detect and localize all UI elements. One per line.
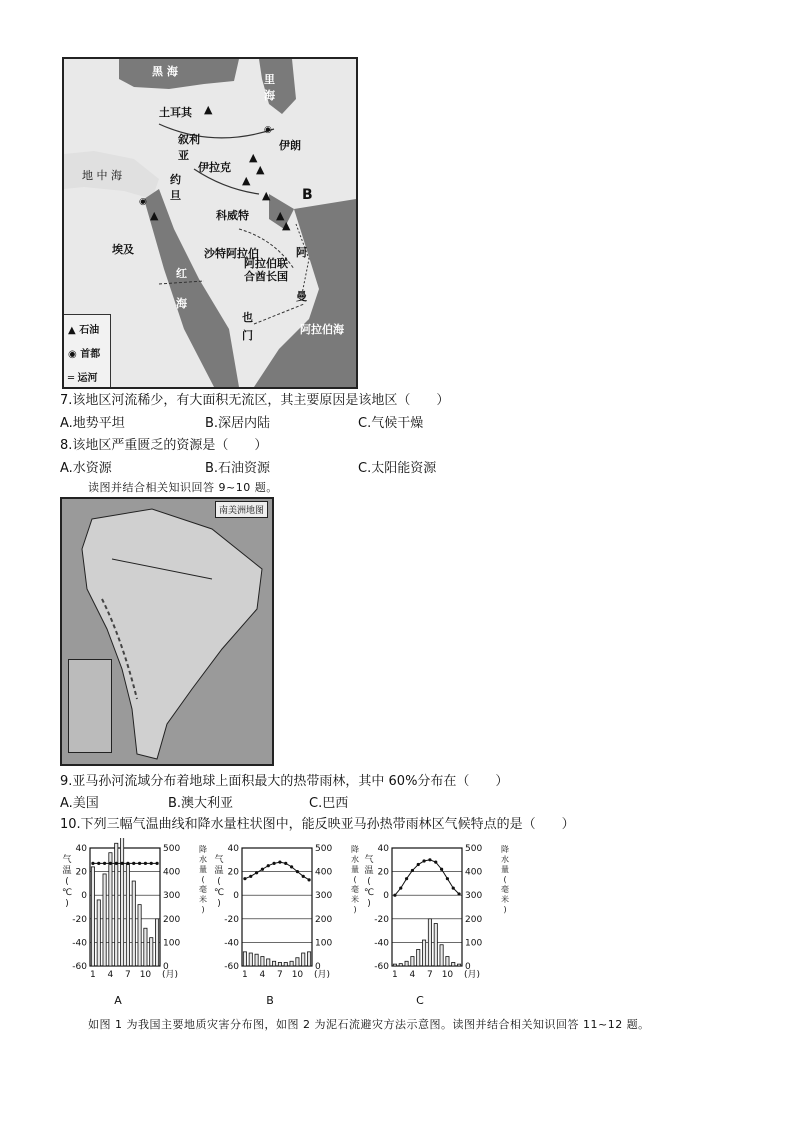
q9-option-a[interactable]: A.美国	[60, 796, 99, 811]
label-iran: 伊朗	[279, 139, 301, 152]
temp-axis-label: (	[65, 877, 69, 887]
q9-option-c[interactable]: C.巴西	[309, 796, 349, 811]
instruction-11-12: 如图 1 为我国主要地质灾害分布图，如图 2 为泥石流避灾方法示意图。读图并结合相关知识回答 11~12 题。	[88, 1018, 650, 1031]
label-arabian-sea: 阿拉伯海	[300, 323, 344, 336]
precip-bar	[446, 957, 449, 966]
precip-bar	[393, 964, 396, 966]
precip-bar	[109, 853, 112, 966]
precip-axis-label: 毫	[199, 885, 207, 894]
precip-bar	[278, 962, 281, 966]
month-tick-label: 10	[291, 970, 304, 980]
chart-caption: C	[416, 994, 424, 1007]
precip-tick-label: 200	[465, 914, 483, 925]
precip-bar	[138, 905, 141, 966]
oil-icon: ▲	[68, 325, 76, 336]
south-america-map	[60, 497, 274, 766]
temperature-point	[278, 861, 281, 864]
month-tick-label: 4	[409, 970, 416, 980]
q7-option-b[interactable]: B.深居内陆	[205, 416, 271, 431]
month-tick-label: 10	[441, 970, 454, 980]
temp-tick-label: -20	[374, 914, 389, 925]
temp-tick-label: -20	[72, 914, 87, 925]
q8-option-a[interactable]: A.水资源	[60, 461, 112, 476]
temperature-point	[97, 862, 100, 865]
precip-bar	[296, 958, 299, 966]
temperature-point	[126, 862, 129, 865]
precip-bar	[272, 961, 275, 966]
precip-bar	[103, 874, 106, 966]
precip-bar	[307, 952, 310, 966]
temp-tick-label: 40	[75, 844, 87, 854]
label-red-sea: 红 海	[176, 267, 187, 310]
q9-option-b[interactable]: B.澳大利亚	[168, 796, 234, 811]
precip-bar	[132, 881, 135, 966]
temperature-point	[91, 862, 94, 865]
chart-caption: A	[114, 994, 122, 1007]
q8-option-c[interactable]: C.太阳能资源	[358, 461, 437, 476]
precip-tick-label: 0	[315, 962, 321, 972]
label-iraq: 伊拉克	[198, 161, 231, 174]
precip-axis-label: 水	[199, 855, 207, 864]
legend-canal: ═ 运河	[68, 373, 98, 384]
oil-icon: ▲	[249, 151, 258, 164]
canal-icon: ═	[68, 373, 75, 384]
precip-bar	[249, 953, 252, 966]
map2-legend	[68, 659, 112, 753]
precip-tick-label: 400	[163, 867, 181, 878]
month-tick-label: 7	[125, 970, 131, 980]
temperature-line	[395, 860, 459, 895]
precip-tick-label: 500	[465, 844, 483, 854]
month-unit-label: (月)	[162, 970, 179, 980]
temperature-point	[255, 871, 258, 874]
capital-icon: ◉	[264, 125, 272, 135]
precip-axis-label: 水	[351, 855, 359, 864]
temperature-point	[103, 862, 106, 865]
temperature-point	[434, 861, 437, 864]
label-yemen: 也 门	[242, 311, 253, 342]
month-tick-label: 1	[392, 970, 398, 980]
precip-axis-label: 米	[199, 895, 207, 904]
precip-axis-label: 降	[351, 845, 359, 854]
plot-frame	[242, 848, 312, 966]
precip-bar	[261, 957, 264, 966]
precip-bar	[115, 843, 118, 966]
precip-tick-label: 300	[315, 891, 333, 902]
label-caspian: 里海	[264, 73, 275, 102]
climate-chart-B	[212, 838, 360, 1008]
temp-axis-label: ℃	[363, 888, 375, 898]
precip-bar	[434, 924, 437, 966]
precip-tick-label: 100	[465, 938, 483, 949]
month-unit-label: (月)	[464, 970, 481, 980]
temperature-point	[243, 877, 246, 880]
precip-axis-label: 降	[501, 845, 509, 854]
precip-axis-label: 米	[501, 895, 509, 904]
temperature-point	[261, 868, 264, 871]
precip-axis-label: (	[353, 875, 357, 884]
temperature-point	[411, 869, 414, 872]
map1-legend	[64, 314, 111, 388]
map2-title: 南美洲地图	[215, 501, 268, 518]
precip-bar	[255, 954, 258, 966]
temperature-point	[446, 877, 449, 880]
q7-option-a[interactable]: A.地势平坦	[60, 416, 125, 431]
question-9: 9.亚马孙河流域分布着地球上面积最大的热带雨林，其中 60%分布在（ ）	[60, 774, 509, 789]
precip-bar	[452, 962, 455, 966]
precip-bar	[155, 919, 158, 966]
temp-tick-label: 40	[227, 844, 239, 854]
label-black-sea: 黑 海	[152, 65, 178, 78]
precip-axis-label: )	[503, 905, 507, 914]
question-8: 8.该地区严重匮乏的资源是（ ）	[60, 438, 268, 453]
temperature-point	[452, 887, 455, 890]
label-egypt: 埃及	[112, 243, 134, 256]
temp-tick-label: 0	[81, 891, 87, 902]
temp-tick-label: -60	[374, 962, 389, 972]
temp-axis-label: 温	[364, 866, 374, 876]
oil-icon: ▲	[276, 209, 285, 222]
precip-bar	[399, 964, 402, 966]
precip-tick-label: 100	[163, 938, 181, 949]
temp-tick-label: -60	[224, 962, 239, 972]
temp-axis-label: 温	[214, 866, 224, 876]
month-tick-label: 4	[107, 970, 114, 980]
label-saudi: 沙特阿拉伯	[204, 247, 259, 260]
precip-tick-label: 200	[315, 914, 333, 925]
temperature-point	[132, 862, 135, 865]
temperature-point	[393, 894, 396, 897]
label-point-b: B	[302, 187, 313, 203]
temp-tick-label: 20	[377, 867, 389, 878]
temp-tick-label: 20	[227, 867, 239, 878]
precip-tick-label: 200	[163, 914, 181, 925]
temperature-line	[245, 862, 309, 880]
temperature-point	[307, 878, 310, 881]
temperature-point	[399, 887, 402, 890]
month-tick-label: 10	[139, 970, 152, 980]
temperature-point	[138, 862, 141, 865]
precip-bar	[150, 938, 153, 966]
precip-bar	[411, 957, 414, 966]
precip-bar	[302, 953, 305, 966]
label-kuwait: 科威特	[216, 209, 249, 222]
precip-bar	[284, 962, 287, 966]
oil-icon: ▲	[204, 103, 213, 116]
capital-icon: ◉	[68, 349, 77, 360]
precip-axis-label: )	[353, 905, 357, 914]
precip-bar	[243, 952, 246, 966]
precip-bar	[417, 949, 420, 966]
month-tick-label: 7	[277, 970, 283, 980]
precip-bar	[290, 961, 293, 966]
precip-tick-label: 100	[315, 938, 333, 949]
climate-chart-A	[60, 838, 208, 1008]
chart-caption: B	[266, 994, 274, 1007]
precip-tick-label: 500	[163, 844, 181, 854]
month-unit-label: (月)	[314, 970, 331, 980]
oil-icon: ▲	[262, 189, 271, 202]
precip-axis-label: 量	[199, 865, 207, 874]
temperature-point	[249, 875, 252, 878]
label-syria: 叙利亚	[178, 133, 200, 162]
temp-axis-label: 温	[62, 866, 72, 876]
temperature-point	[267, 864, 270, 867]
precip-axis-label: )	[201, 905, 205, 914]
precip-bar	[457, 964, 460, 966]
precip-bar	[267, 959, 270, 966]
precip-tick-label: 400	[315, 867, 333, 878]
oil-icon: ▲	[242, 174, 251, 187]
month-tick-label: 1	[90, 970, 96, 980]
temperature-point	[440, 868, 443, 871]
precip-axis-label: 米	[351, 895, 359, 904]
climate-chart-C	[362, 838, 510, 1008]
precip-tick-label: 0	[465, 962, 471, 972]
month-tick-label: 4	[259, 970, 266, 980]
temp-tick-label: -60	[72, 962, 87, 972]
precip-bar	[422, 940, 425, 966]
temp-tick-label: -40	[374, 938, 389, 949]
precip-bar	[91, 867, 94, 966]
temp-axis-label: )	[367, 899, 371, 909]
temp-tick-label: -20	[224, 914, 239, 925]
temperature-point	[302, 875, 305, 878]
precip-tick-label: 300	[163, 891, 181, 902]
temperature-point	[150, 862, 153, 865]
label-jordan: 约旦	[170, 173, 181, 202]
q7-option-c[interactable]: C.气候干燥	[358, 416, 424, 431]
temperature-point	[115, 862, 118, 865]
temperature-point	[272, 862, 275, 865]
precip-axis-label: 毫	[501, 885, 509, 894]
temperature-point	[155, 862, 158, 865]
precip-bar	[428, 919, 431, 966]
temp-tick-label: 0	[233, 891, 239, 902]
temperature-point	[457, 892, 460, 895]
temp-tick-label: 20	[75, 867, 87, 878]
temp-axis-label: 气	[214, 855, 224, 865]
precip-axis-label: 毫	[351, 885, 359, 894]
precip-axis-label: 降	[199, 845, 207, 854]
temp-axis-label: (	[217, 877, 221, 887]
legend-oil: ▲ 石油	[68, 325, 100, 336]
label-mediterranean: 地 中 海	[82, 169, 122, 182]
month-tick-label: 1	[242, 970, 248, 980]
precip-tick-label: 300	[465, 891, 483, 902]
plot-frame	[392, 848, 462, 966]
month-tick-label: 7	[427, 970, 433, 980]
temperature-point	[428, 858, 431, 861]
instruction-9-10: 读图并结合相关知识回答 9~10 题。	[88, 481, 278, 494]
temperature-point	[144, 862, 147, 865]
temperature-point	[405, 877, 408, 880]
temp-tick-label: 40	[377, 844, 389, 854]
oil-icon: ▲	[150, 209, 159, 222]
precip-bar	[144, 928, 147, 966]
temp-tick-label: 0	[383, 891, 389, 902]
temperature-point	[109, 862, 112, 865]
temp-tick-label: -40	[224, 938, 239, 949]
middle-east-map	[62, 57, 358, 389]
precip-tick-label: 0	[163, 962, 169, 972]
q8-option-b[interactable]: B.石油资源	[205, 461, 271, 476]
temperature-point	[290, 865, 293, 868]
precip-axis-label: 水	[501, 855, 509, 864]
precip-bar	[97, 900, 100, 966]
precip-axis-label: 量	[351, 865, 359, 874]
temp-axis-label: 气	[62, 855, 72, 865]
temperature-point	[422, 859, 425, 862]
label-oman: 阿曼	[296, 246, 307, 303]
capital-icon: ◉	[139, 197, 147, 207]
precip-axis-label: (	[201, 875, 205, 884]
temp-tick-label: -40	[72, 938, 87, 949]
precip-axis-label: 量	[501, 865, 509, 874]
temp-axis-label: 气	[364, 855, 374, 865]
temperature-point	[417, 863, 420, 866]
temp-axis-label: ℃	[213, 888, 225, 898]
temp-axis-label: ℃	[61, 888, 73, 898]
temperature-point	[296, 870, 299, 873]
temp-axis-label: )	[217, 899, 221, 909]
black-sea-shape	[119, 59, 239, 89]
legend-capital: ◉ 首都	[68, 349, 101, 360]
precip-bar	[126, 865, 129, 966]
question-7: 7.该地区河流稀少，有大面积无流区，其主要原因是该地区（ ）	[60, 393, 450, 408]
precip-bar	[120, 838, 123, 966]
oil-icon: ▲	[256, 163, 265, 176]
temperature-point	[120, 862, 123, 865]
precip-axis-label: (	[503, 875, 507, 884]
oil-icon: ▲	[282, 219, 291, 232]
question-10: 10.下列三幅气温曲线和降水量柱状图中，能反映亚马孙热带雨林区气候特点的是（ ）	[60, 817, 575, 832]
precip-bar	[405, 961, 408, 966]
temp-axis-label: )	[65, 899, 69, 909]
precip-bar	[440, 945, 443, 966]
label-uae: 阿拉伯联合酋长国	[244, 257, 288, 283]
temp-axis-label: (	[367, 877, 371, 887]
precip-tick-label: 500	[315, 844, 333, 854]
temperature-point	[284, 862, 287, 865]
label-turkey: 土耳其	[159, 106, 192, 119]
precip-tick-label: 400	[465, 867, 483, 878]
